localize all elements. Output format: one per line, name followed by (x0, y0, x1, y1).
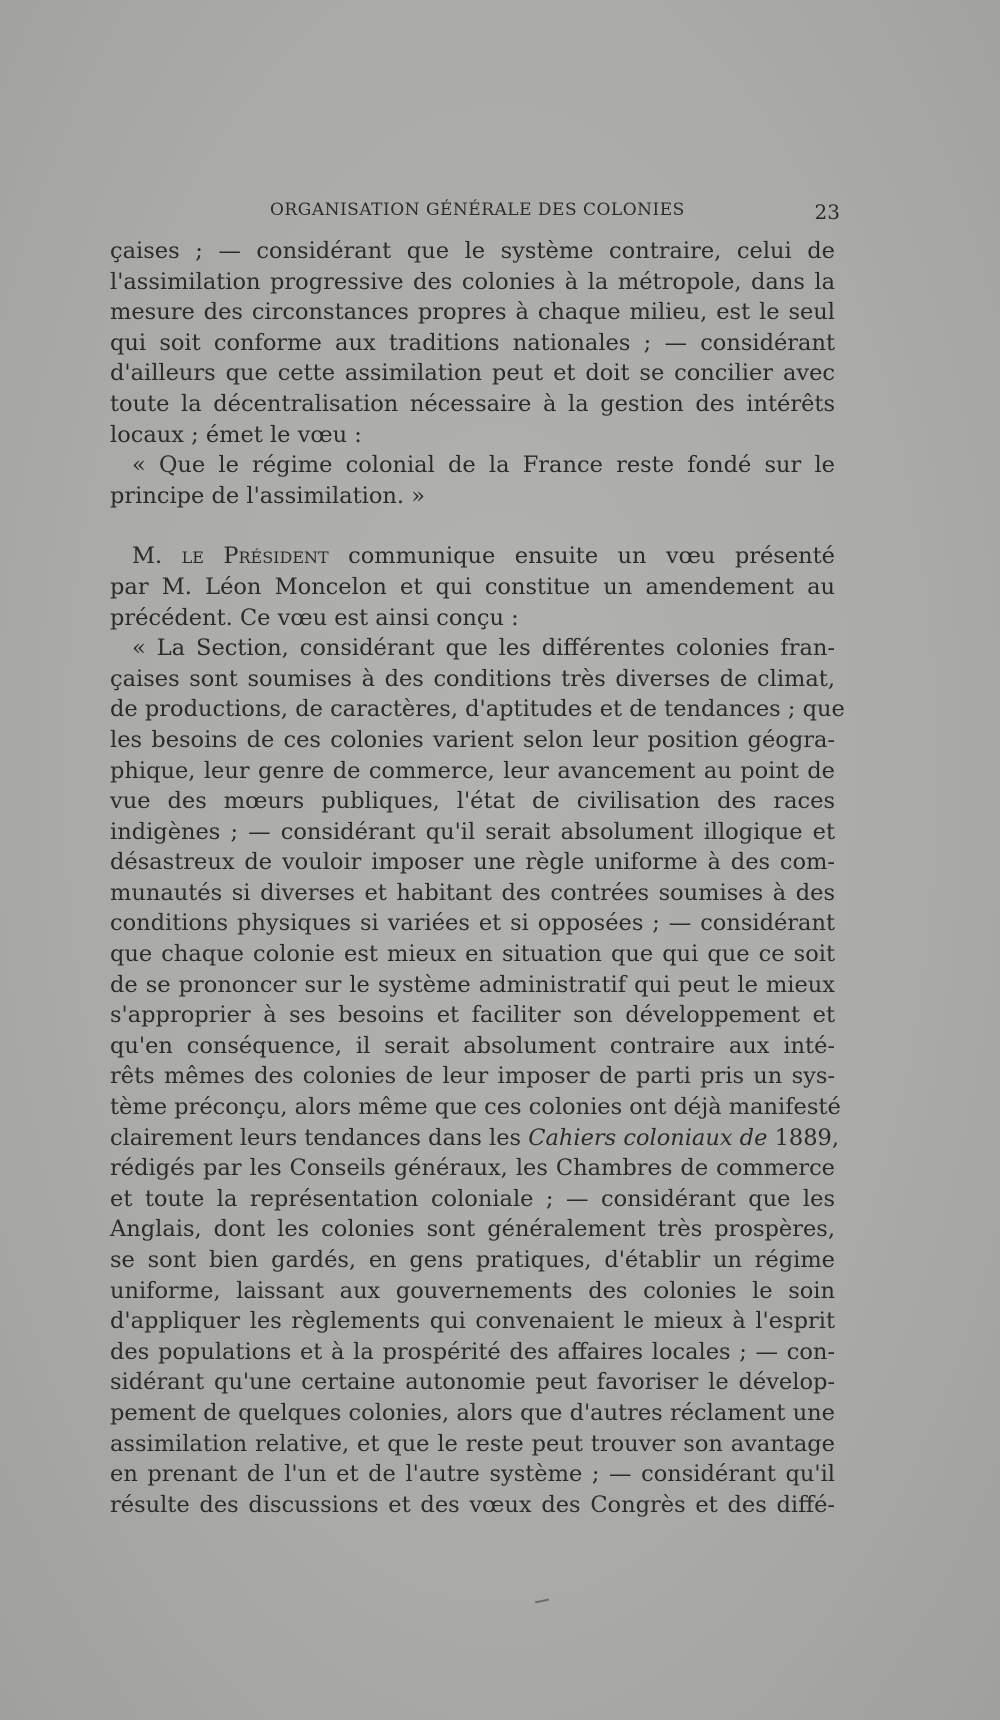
ink-mark (535, 1599, 549, 1604)
text-line: sidérant qu'une certaine autonomie peut favoriser le dévelop- (110, 1369, 835, 1396)
body-text (110, 236, 845, 1520)
speaker-m: M. (132, 543, 163, 570)
text-line: d'appliquer les règlements qui convenaient le mieux à l'esprit (110, 1308, 835, 1335)
text-line (110, 541, 835, 572)
paragraph-president (110, 541, 835, 633)
paragraph-amendment (110, 633, 845, 1520)
text-line: rêts mêmes des colonies de leur imposer de parti pris un sys- (110, 1063, 835, 1090)
text-line: de se prononcer sur le système administratif qui peut le mieux (110, 971, 835, 998)
text-line: munautés si diverses et habitant des contrées soumises à des (110, 879, 835, 906)
text-line: locaux ; émet le vœu : (110, 421, 362, 448)
text-line: que chaque colonie est mieux en situation que qui que ce soit (110, 941, 835, 968)
text-line: précédent. Ce vœu est ainsi conçu : (110, 604, 519, 631)
text-fragment: clairement leurs tendances dans les (110, 1124, 522, 1151)
text-line: vue des mœurs publiques, l'état de civilisation des races (110, 788, 835, 815)
text-line: indigènes ; — considérant qu'il serait absolument illogique et (110, 818, 835, 845)
text-line: et toute la représentation coloniale ; — considérant que les (110, 1185, 835, 1212)
text-line: se sont bien gardés, en gens pratiques, d'établir un régime (110, 1247, 835, 1273)
text-line: en prenant de l'un et de l'autre système ; — considérant qu'il (110, 1461, 835, 1488)
text-line: uniforme, laissant aux gouvernements des colonies le soin (110, 1277, 835, 1304)
text-line: mesure des circonstances propres à chaque milieu, est le seul (110, 299, 835, 326)
text-line: assimilation relative, et que le reste peut trouver son avantage (110, 1430, 835, 1457)
italic-title: Cahiers coloniaux de (528, 1124, 768, 1151)
text-line: qu'en conséquence, il serait absolument contraire aux inté- (110, 1032, 835, 1059)
paragraph-gap (110, 511, 835, 541)
speaker-title: le Président (181, 543, 329, 570)
text-line: tème préconçu, alors même que ces colonies ont déjà manifesté (110, 1094, 841, 1121)
text-line: les besoins de ces colonies varient selon leur position géogra- (110, 726, 835, 753)
page-number: 23 (814, 200, 840, 224)
text-fragment: 1889, (774, 1124, 839, 1151)
text-line: pement de quelques colonies, alors que d'autres réclament une (110, 1399, 835, 1426)
text-fragment: communique ensuite un vœu présenté (348, 543, 835, 570)
text-line: s'approprier à ses besoins et faciliter son développement et (110, 1002, 835, 1029)
text-line: toute la décentralisation nécessaire à la gestion des intérêts (110, 390, 835, 417)
text-line: des populations et à la prospérité des affaires locales ; — con- (110, 1338, 835, 1365)
text-line: d'ailleurs que cette assimilation peut et doit se concilier avec (110, 360, 835, 387)
running-title: ORGANISATION GÉNÉRALE DES COLONIES (270, 200, 685, 220)
text-line: phique, leur genre de commerce, leur avancement au point de (110, 757, 835, 784)
text-line (110, 1123, 839, 1154)
running-head (110, 200, 840, 230)
text-line: çaises sont soumises à des conditions très diverses de climat, (110, 665, 835, 692)
paragraph-continued (110, 236, 835, 450)
text-line: désastreux de vouloir imposer une règle uniforme à des com- (110, 849, 835, 876)
text-line: par M. Léon Moncelon et qui constitue un amendement au (110, 573, 835, 600)
text-line: de productions, de caractères, d'aptitudes et de tendances ; que (110, 696, 845, 723)
text-line: conditions physiques si variées et si opposées ; — considérant (110, 910, 835, 937)
text-line: rédigés par les Conseils généraux, les Chambres de commerce (110, 1155, 835, 1182)
text-line: qui soit conforme aux traditions nationales ; — considérant (110, 329, 835, 356)
text-line: résulte des discussions et des vœux des Congrès et des diffé- (110, 1491, 835, 1518)
paragraph-voeu (110, 450, 835, 511)
text-line: Anglais, dont les colonies sont généralement très prospères, (110, 1216, 835, 1243)
text-line: principe de l'assimilation. » (110, 482, 425, 509)
text-line: çaises ; — considérant que le système contraire, celui de (110, 238, 835, 264)
text-line: « La Section, considérant que les différentes colonies fran- (132, 635, 835, 662)
text-line: « Que le régime colonial de la France reste fondé sur le (132, 452, 835, 479)
text-line: l'assimilation progressive des colonies à la métropole, dans la (110, 268, 835, 295)
